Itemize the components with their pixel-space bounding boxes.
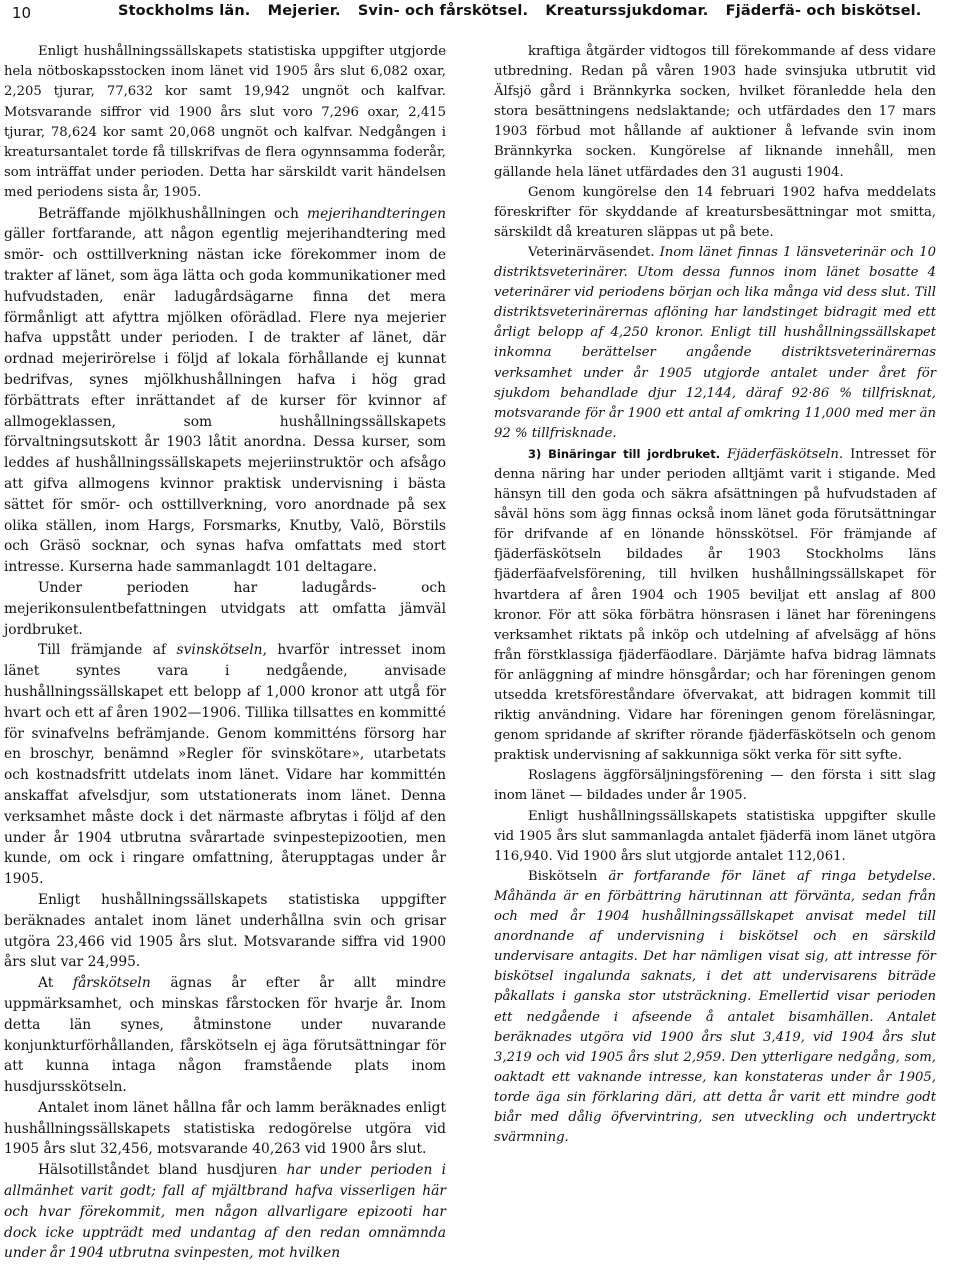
italic-term: mejerihandteringen (306, 205, 446, 222)
paragraph (4, 42, 446, 204)
paragraph-text: , hvarför intresset inom länet syntes vara i nedgående, anvisade hushållningssällskapet ett belopp af 1,000 kronor att utgå för hvart och ett af åren 1902—1906. Tillika tillsattes en kommitté för svinafvelns befrämjande. Genom kommitténs försorg har en broschyr, benämnd »Regler för svinskötare», utarbetats och kostnadsfritt utdelats inom länet. Vidare har kommittén anskaffat afvelsdjur, som utstationerats inom länet. Denna verksamhet måste dock i det närmaste afbrytas i följd af den under år 1904 utbrutna svårartade svinpestepizootien, men kunde, om ock i ringare omfattning, återupptagas under år 1905. (4, 642, 446, 888)
italic-term: . Inom länet finnas 1 länsveterinär och 10 distriktsveterinärer. Utom dessa funnos inom länet bosatte 4 veterinärer vid periodens början och lika många vid dess slut. Till distriktsveterinärernas aflöning har landstinget bidragit med ett årligt belopp af 4,250 kronor. Enligt till hushållningssällskapet inkomna berättelser angående distriktsveterinärernas verksamhet under år 1905 utgjorde antalet under året för sjukdom behandlade djur 12,144, däraf 92·86 % tillfrisknat, motsvarande för år 1900 ett antal af omkring 11,000 med mer än 92 % tillfrisknade. (494, 244, 936, 441)
italic-term: Fjäderfäskötseln (727, 446, 839, 462)
italic-term: har under perioden i allmänhet varit godt; fall af mjältbrand hafva visserligen här och hvar förekommit, men någon allvarligare epizooti har dock icke uppträdt med undantag af den redan omnämnda under år 1904 utbrutna svinpesten, mot hvilken (4, 1162, 446, 1262)
paragraph-text: Enligt hushållningssällskapets statistiska uppgifter beräknades antalet inom länet underhållna svin och grisar utgöra 23,466 vid 1905 års slut. Motsvarande siffra vid 1900 års slut var 24,995. (4, 891, 446, 971)
running-head-item: Kreaturssjukdomar. (545, 3, 709, 19)
paragraph-text: Till främjande af (38, 642, 177, 659)
page-header (0, 0, 960, 30)
paragraph (494, 766, 936, 806)
paragraph-text: Enligt hushållningssällskapets statistiska uppgifter skulle vid 1905 års slut sammanlagda antalet fjäderfä inom länet utgöra 116,940. Vid 1900 års slut utgjorde antalet 112,061. (494, 808, 936, 864)
paragraph-text: Antalet inom länet hållna får och lamm beräknades enligt hushållningssällskapets statistiska redogörelse utgöra vid 1905 års slut 32,456, motsvarande 40,263 vid 1900 års slut. (4, 1099, 446, 1158)
paragraph (4, 640, 446, 890)
paragraph-text: gäller fortfarande, att någon egentlig mejerihandtering med smör- och osttillverkning nästan icke förekommer inom de trakter af länet, som äga lätta och goda kommunikationer med hufvudstaden, enär ladugårdsägarne finna det mera förmånligt att afyttra mjölken oförädlad. Flere nya mejerier hafva uppstått under perioden. I de trakter af länet, där ordnad mejerirörelse i följd af lokala förhållande ej kunnat bedrifvas, synes mjölkhushållningen hafva i hög grad förbättrats efter inrättandet af de kurser för kvinnor af allmogeklassen, som hushållningssällskapets förvaltningsutskott år 1903 låtit anordna. Dessa kurser, som leddes af hushållningssällskapets mejeriinstruktör och afsågo att gifva allmogens kvinnor praktisk undervisning i bästa sättet för smör- och osttillverkning, voro anordnade på sex olika ställen, inom Hargs, Forsmarks, Knutby, Valö, Börstils och Gräsö socknar, och synas hafva omfattats med stort intresse. Kurserna hade sammanlagdt 101 deltagare. (4, 226, 446, 576)
paragraph (494, 444, 936, 767)
paragraph-text: Biskötseln (528, 868, 598, 884)
paragraph-text: Roslagens äggförsäljningsförening — den första i sitt slag inom länet — bildades under år 1905. (494, 768, 936, 804)
running-head-item: Stockholms län. (118, 3, 251, 19)
page-number: 10 (12, 4, 32, 22)
running-head-item: Svin- och fårskötsel. (357, 3, 529, 19)
paragraph (4, 1160, 446, 1264)
paragraph-text: ägnas år efter år allt mindre uppmärksamhet, och minskas fårstocken för hvarje år. Inom detta län synes, åtminstone under nuvarande konjunkturförhållanden, fårskötseln ej äga förutsättningar för att kunna intaga någon framstående plats inom husdjursskötseln. (4, 975, 446, 1096)
running-head-item: Mejerier. (267, 3, 341, 19)
paragraph (494, 183, 936, 243)
running-head (118, 3, 933, 19)
paragraph-text: Genom kungörelse den 14 februari 1902 hafva meddelats föreskrifter för skyddande af kreatursbesättningar mot smitta, särskildt då kreaturen släppas ut på bete. (494, 184, 936, 240)
italic-term: svinskötseln (176, 642, 263, 659)
running-head-item: Fjäderfä- och biskötsel. (725, 3, 922, 19)
paragraph-text: Hälsotillståndet bland husdjuren (38, 1162, 278, 1179)
paragraph (4, 1098, 446, 1160)
paragraph-text: Enligt hushållningssällskapets statistiska uppgifter utgjorde hela nötboskapsstocken inom länet vid 1905 års slut 6,082 oxar, 2,205 tjurar, 77,632 kor samt 19,942 ungnöt och kalfvar. Motsvarande siffror vid 1900 års slut voro 7,296 oxar, 2,415 tjurar, 78,624 kor samt 20,068 ungnöt och kalfvar. Nedgången i kreatursantalet torde få tillskrifvas de flera ogynnsamma foderår, som inträffat under perioden. Detta har särskildt varit händelsen med periodens sista år, 1905. (4, 44, 446, 201)
paragraph-text: At (38, 975, 73, 992)
paragraph (4, 578, 446, 640)
paragraph (494, 243, 936, 444)
paragraph (4, 890, 446, 973)
paragraph (4, 973, 446, 1098)
left-column (0, 42, 446, 1262)
section-heading: 3) Binäringar till jordbruket. (528, 446, 721, 461)
paragraph (4, 204, 446, 578)
italic-term: är fortfarande för länet af ringa betydelse. Måhända är en förbättring härutinnan att förvänta, sedan från och med år 1904 hushållningssällskapet anvisat medel till anordnande af undervisning i biskötsel och en särskild undervisare antagits. Det har nämligen visat sig, att intresse för biskötsel ingalunda saknats, i det att undervisarens biträde påkallats i ganska stor utsträckning. Emellertid visar perioden ett nedgående i afseende å antalet bisamhällen. Antalet beräknades utgöra vid 1900 års slut 3,419, vid 1904 års slut 3,219 och vid 1905 års slut 2,959. Den ytterligare nedgång, som, oaktadt ett vaknande intresse, kan konstateras under år 1905, torde äga sin förklaring däri, att detta år varit ett mindre godt biår med dålig öfvervintring, sen utveckling och undertryckt svärmning. (494, 868, 936, 1146)
paragraph (494, 867, 936, 1148)
paragraph-text: Beträffande mjölkhushållningen och (38, 205, 307, 222)
paragraph-text: Under perioden har ladugårds- och mejerikonsulentbefattningen utvidgats att omfatta jämväl jordbruket. (4, 579, 446, 638)
paragraph-text: . Intresset för denna näring har under perioden alltjämt varit i stigande. Med hänsyn till den goda och säkra afsättningen på hufvudstaden af såväl höns som ägg finnas också inom länet goda förutsättningar för drifvande af en lönande hönsskötsel. För främjande af fjäderfäskötseln bildades år 1903 Stockholms läns fjäderfäafvelsförening, till hvilken hushållningssällskapet för hvartdera af åren 1904 och 1905 beviljat ett anslag af 800 kronor. För att söka förbätra hönsrasen i länet har föreningens verksamhet riktats på inköp och utdelning af afvelsägg af höns från förstklassiga fjäderfäodlare. Därjämte hafva bidrag lämnats för anläggning af mindre hönsgårdar; och har föreningen genom utsedda kretsföreståndare öfvervakat, att bidragen kommit till riktig användning. Vidare har föreningen genom föreläsningar, genom spridande af skrifter rörande fjäderfäskötseln och genom praktisk undervisning af sakkunniga sökt verka för sitt syfte. (494, 446, 936, 764)
paragraph (494, 807, 936, 867)
paragraph (494, 42, 936, 183)
paragraph-text: Veterinärväsendet (528, 244, 651, 260)
paragraph-text: kraftiga åtgärder vidtogos till förekommande af dess vidare utbredning. Redan på våren 1903 hade svinsjuka utbrutit vid Älfsjö gård i Brännkyrka socken, hvilket föranledde hela den stora besättningens nedslaktande; och utfärdades den 17 mars 1903 förbud mot hållande af auktioner å lefvande svin inom Brännkyrka socken. Kungörelse af liknande innehåll, men gällande hela länet utfärdades den 31 augusti 1904. (494, 44, 936, 180)
italic-term: fårskötseln (72, 975, 151, 992)
right-column (494, 42, 936, 1192)
